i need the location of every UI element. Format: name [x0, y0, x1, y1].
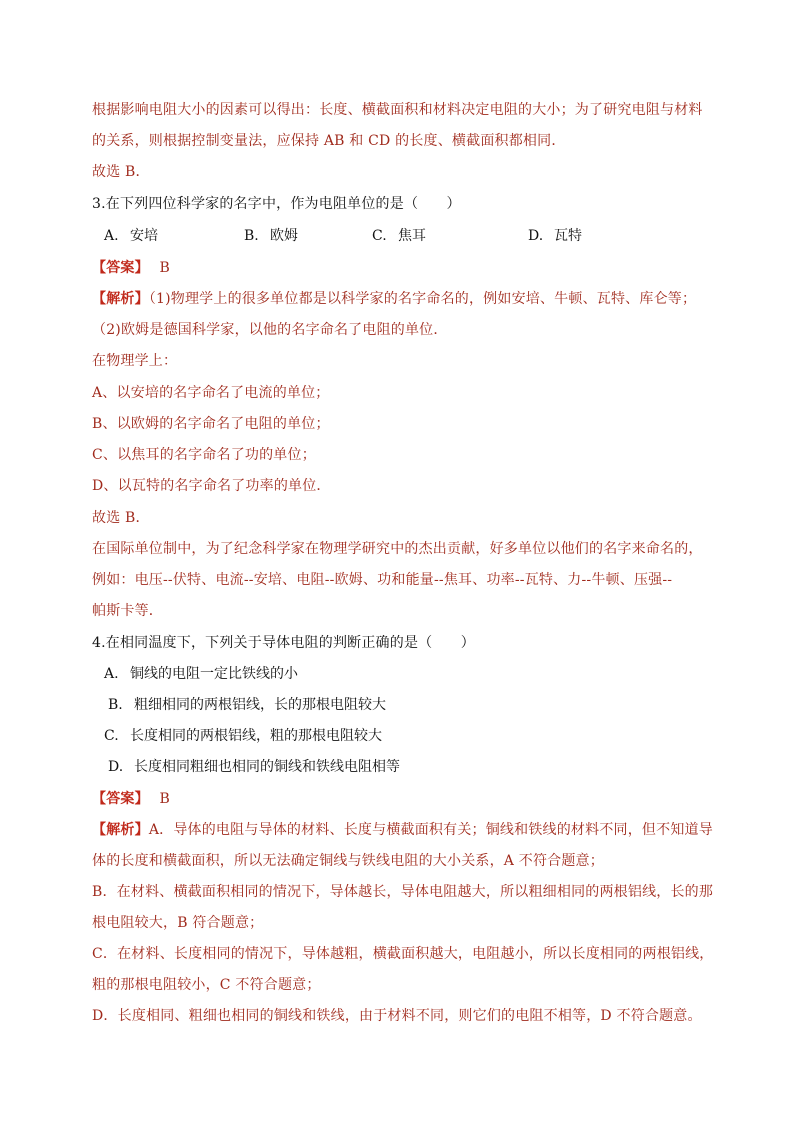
answer-tag: 【答案】 — [92, 791, 149, 807]
q4-analysis-line-5: C．在材料、长度相同的情况下，导体越粗，横截面积越大，电阻越小，所以长度相同的两根铝线， — [92, 946, 714, 962]
option-text: 焦耳 — [398, 228, 426, 244]
q4-answer — [92, 789, 170, 809]
question-3: 3.在下列四位科学家的名字中，作为电阻单位的是（ ） — [92, 196, 461, 212]
answer-value: B — [159, 791, 170, 807]
q3-analysis-line-6: C、以焦耳的名字命名了功的单位； — [92, 447, 316, 463]
analysis-text: A．导体的电阻与导体的材料、长度与横截面积有关；铜线和铁线的材料不同，但不知道导 — [148, 822, 713, 838]
q3-option-c — [372, 226, 426, 246]
q3-answer — [92, 258, 170, 278]
q4-option-a — [104, 664, 298, 684]
option-letter: D. — [528, 228, 544, 244]
q3-analysis-line-7: D、以瓦特的名字命名了功率的单位． — [92, 478, 331, 494]
q4-analysis-line-3: B．在材料、横截面积相同的情况下，导体越长，导体电阻越大，所以粗细相同的两根铝线，长的那 — [92, 884, 714, 900]
question-4: 4.在相同温度下，下列关于导体电阻的判断正确的是（ ） — [92, 635, 475, 651]
option-text: 安培 — [130, 228, 158, 244]
q3-analysis-line-3: 在物理学上： — [92, 353, 178, 369]
option-letter: B. — [108, 697, 123, 713]
option-text: 长度相同的两根铝线，粗的那根电阻较大 — [130, 728, 382, 744]
answer-tag: 【答案】 — [92, 260, 149, 276]
q3-analysis-line-11: 帕斯卡等． — [92, 603, 163, 619]
option-letter: B. — [244, 228, 259, 244]
q3-option-d — [528, 226, 582, 246]
q4-analysis-line-4: 根电阻较大，B 符合题意； — [92, 915, 264, 931]
option-text: 粗细相同的两根铝线，长的那根电阻较大 — [134, 697, 386, 713]
q4-analysis-line-1 — [92, 820, 713, 840]
answer-value: B — [159, 260, 170, 276]
q3-analysis-line-4: A、以安培的名字命名了电流的单位； — [92, 385, 330, 401]
intro-line-2: 的关系，则根据控制变量法，应保持 AB 和 CD 的长度、横截面积都相同． — [92, 133, 566, 149]
q3-analysis-line-10: 例如：电压--伏特、电流--安培、电阻--欧姆、功和能量--焦耳、功率--瓦特、力--牛顿、压强-- — [92, 572, 673, 588]
intro-conclusion: 故选 B． — [92, 164, 150, 180]
option-letter: A. — [104, 228, 119, 244]
analysis-tag: 【解析】 — [92, 822, 149, 838]
q3-option-a — [104, 226, 158, 246]
q3-analysis-line-8: 故选 B． — [92, 510, 150, 526]
q4-option-c — [104, 726, 382, 746]
option-letter: D. — [108, 759, 124, 775]
option-text: 铜线的电阻一定比铁线的小 — [130, 666, 298, 682]
q3-analysis-line-5: B、以欧姆的名字命名了电阻的单位； — [92, 416, 330, 432]
q4-option-d — [108, 757, 400, 777]
q3-analysis-line-2: （2)欧姆是德国科学家，以他的名字命名了电阻的单位． — [92, 322, 448, 338]
q4-analysis-line-7: D．长度相同、粗细也相同的铜线和铁线，由于材料不同，则它们的电阻不相等，D 不符合题意。 — [92, 1008, 702, 1024]
option-letter: C. — [372, 228, 387, 244]
option-text: 长度相同粗细也相同的铜线和铁线电阻相等 — [134, 759, 400, 775]
option-text: 瓦特 — [554, 228, 582, 244]
option-text: 欧姆 — [270, 228, 298, 244]
option-letter: A. — [104, 666, 119, 682]
option-letter: C. — [104, 728, 119, 744]
q3-option-b — [244, 226, 298, 246]
intro-line-1: 根据影响电阻大小的因素可以得出：长度、横截面积和材料决定电阻的大小；为了研究电阻与材料 — [92, 102, 703, 118]
analysis-tag: 【解析】 — [92, 291, 149, 307]
q4-option-b — [108, 695, 386, 715]
analysis-text: （1)物理学上的很多单位都是以科学家的名字命名的，例如安培、牛顿、瓦特、库仑等； — [148, 291, 697, 307]
q4-analysis-line-6: 粗的那根电阻较小，C 不符合题意； — [92, 977, 321, 993]
q4-analysis-line-2: 体的长度和横截面积，所以无法确定铜线与铁线电阻的大小关系，A 不符合题意； — [92, 853, 604, 869]
q3-analysis-line-1 — [92, 289, 696, 309]
q3-analysis-line-9: 在国际单位制中，为了纪念科学家在物理学研究中的杰出贡献，好多单位以他们的名字来命名的， — [92, 541, 703, 557]
